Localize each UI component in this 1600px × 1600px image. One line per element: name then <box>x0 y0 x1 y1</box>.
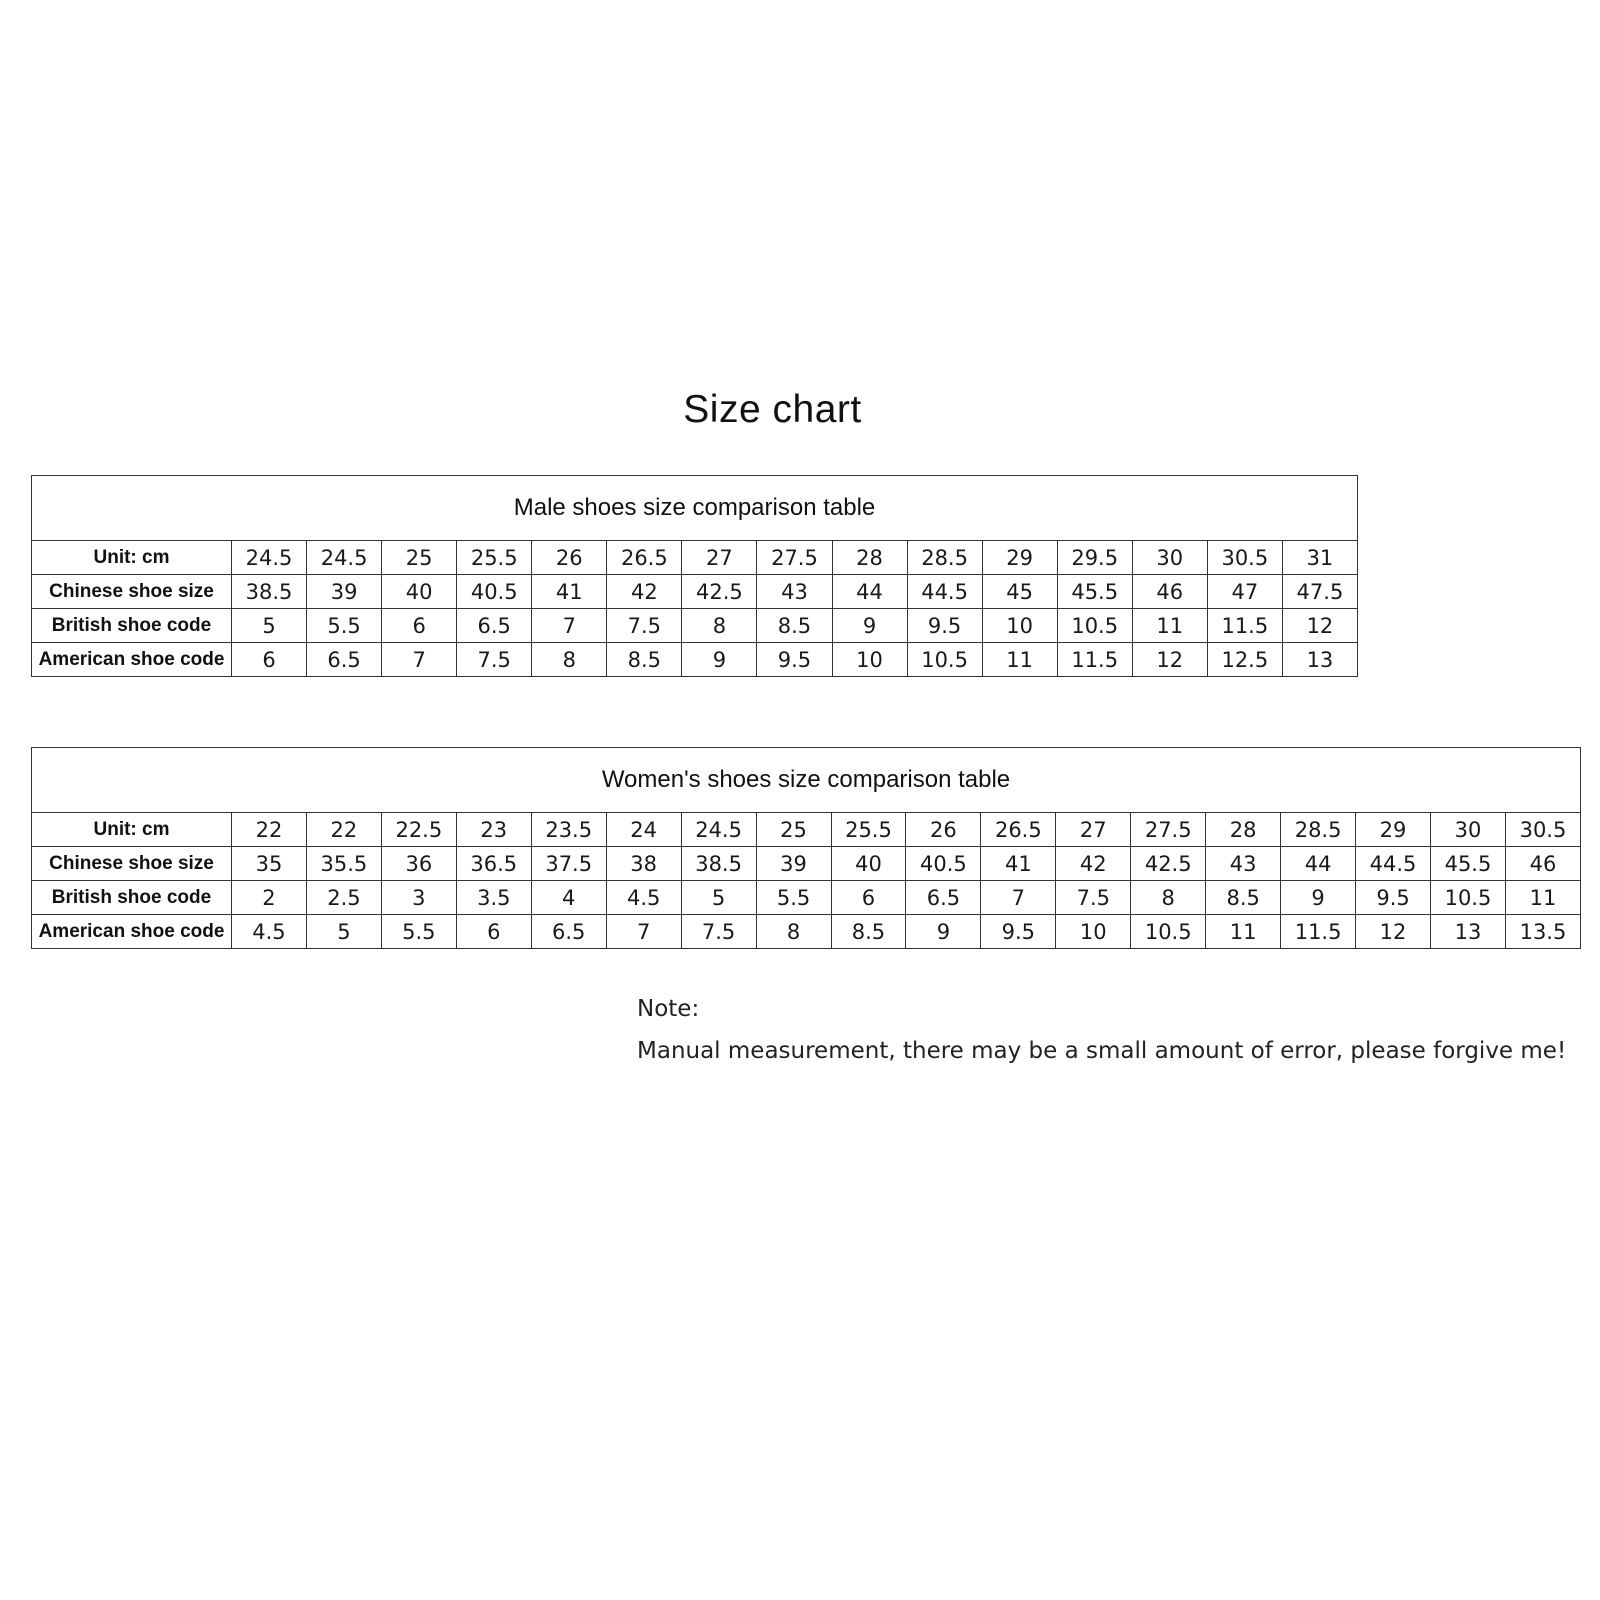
table-cell: 8 <box>532 643 607 677</box>
table-cell: 45.5 <box>1431 847 1506 881</box>
table-cell: 41 <box>532 575 607 609</box>
table-cell: 24.5 <box>307 541 382 575</box>
table-cell: 23 <box>456 813 531 847</box>
table-cell: 22 <box>232 813 307 847</box>
table-cell: 10 <box>982 609 1057 643</box>
table-cell: 28 <box>832 541 907 575</box>
row-label: Unit: cm <box>32 813 232 847</box>
page-title: Size chart <box>683 388 862 431</box>
table-cell: 30 <box>1132 541 1207 575</box>
table-cell: 5 <box>681 881 756 915</box>
table-cell: 46 <box>1505 847 1580 881</box>
table-cell: 24 <box>606 813 681 847</box>
table-cell: 29.5 <box>1057 541 1132 575</box>
table-cell: 25 <box>756 813 831 847</box>
table-cell: 7 <box>981 881 1056 915</box>
table-cell: 10.5 <box>1131 915 1206 949</box>
table-cell: 9 <box>1281 881 1356 915</box>
table-cell: 8.5 <box>607 643 682 677</box>
female-size-table <box>31 747 1581 949</box>
table-cell: 7.5 <box>681 915 756 949</box>
male-size-table <box>31 475 1358 677</box>
table-cell: 25 <box>382 541 457 575</box>
table-cell: 7.5 <box>607 609 682 643</box>
table-cell: 44 <box>1281 847 1356 881</box>
table-cell: 6.5 <box>307 643 382 677</box>
table-cell: 24.5 <box>681 813 756 847</box>
table-cell: 9 <box>906 915 981 949</box>
table-cell: 5.5 <box>307 609 382 643</box>
table-row <box>32 847 1581 881</box>
table-cell: 43 <box>757 575 832 609</box>
table-cell: 42.5 <box>1131 847 1206 881</box>
table-cell: 42 <box>1056 847 1131 881</box>
table-cell: 25.5 <box>457 541 532 575</box>
table-cell: 13.5 <box>1505 915 1580 949</box>
table-cell: 41 <box>981 847 1056 881</box>
table-cell: 8.5 <box>831 915 906 949</box>
note-title: Note: <box>637 996 700 1022</box>
table-cell: 28 <box>1206 813 1281 847</box>
table-cell: 26 <box>906 813 981 847</box>
table-cell: 44.5 <box>907 575 982 609</box>
table-caption-row <box>32 748 1581 813</box>
table-row <box>32 915 1581 949</box>
table-cell: 13 <box>1431 915 1506 949</box>
table-cell: 9.5 <box>757 643 832 677</box>
table-cell: 4.5 <box>606 881 681 915</box>
table-cell: 35.5 <box>306 847 381 881</box>
table-cell: 12 <box>1132 643 1207 677</box>
table-cell: 39 <box>756 847 831 881</box>
row-label: British shoe code <box>32 881 232 915</box>
table-cell: 8 <box>682 609 757 643</box>
table-cell: 10.5 <box>1431 881 1506 915</box>
table-cell: 26.5 <box>981 813 1056 847</box>
table-cell: 9 <box>682 643 757 677</box>
table-cell: 30.5 <box>1505 813 1580 847</box>
table-row <box>32 881 1581 915</box>
table-cell: 11 <box>1206 915 1281 949</box>
table-cell: 7.5 <box>457 643 532 677</box>
table-cell: 10 <box>832 643 907 677</box>
table-cell: 11 <box>1505 881 1580 915</box>
table-cell: 6 <box>232 643 307 677</box>
row-label: Unit: cm <box>32 541 232 575</box>
table-cell: 4.5 <box>232 915 307 949</box>
row-label: British shoe code <box>32 609 232 643</box>
table-caption-row <box>32 476 1358 541</box>
table-cell: 27 <box>1056 813 1131 847</box>
table-caption: Women's shoes size comparison table <box>32 748 1581 813</box>
table-cell: 45 <box>982 575 1057 609</box>
row-label: Chinese shoe size <box>32 847 232 881</box>
table-cell: 25.5 <box>831 813 906 847</box>
table-cell: 12 <box>1282 609 1357 643</box>
table-caption: Male shoes size comparison table <box>32 476 1358 541</box>
table-cell: 44.5 <box>1356 847 1431 881</box>
table-row <box>32 643 1358 677</box>
table-cell: 9.5 <box>1356 881 1431 915</box>
table-cell: 10.5 <box>1057 609 1132 643</box>
table-cell: 28.5 <box>1281 813 1356 847</box>
row-label: American shoe code <box>32 643 232 677</box>
row-label: American shoe code <box>32 915 232 949</box>
table-cell: 36 <box>381 847 456 881</box>
table-cell: 7 <box>532 609 607 643</box>
table-cell: 11.5 <box>1207 609 1282 643</box>
table-cell: 42.5 <box>682 575 757 609</box>
table-cell: 6.5 <box>457 609 532 643</box>
table-cell: 43 <box>1206 847 1281 881</box>
table-cell: 2 <box>232 881 307 915</box>
table-cell: 7.5 <box>1056 881 1131 915</box>
table-cell: 30.5 <box>1207 541 1282 575</box>
table-cell: 47 <box>1207 575 1282 609</box>
table-cell: 3.5 <box>456 881 531 915</box>
table-cell: 7 <box>382 643 457 677</box>
table-cell: 9.5 <box>981 915 1056 949</box>
table-cell: 3 <box>381 881 456 915</box>
table-cell: 8 <box>1131 881 1206 915</box>
table-cell: 27.5 <box>1131 813 1206 847</box>
table-cell: 40 <box>382 575 457 609</box>
table-cell: 9.5 <box>907 609 982 643</box>
table-cell: 2.5 <box>306 881 381 915</box>
table-cell: 12 <box>1356 915 1431 949</box>
table-cell: 35 <box>232 847 307 881</box>
note-text: Manual measurement, there may be a small amount of error, please forgive me! <box>637 1038 1567 1064</box>
table-row <box>32 575 1358 609</box>
table-cell: 27.5 <box>757 541 832 575</box>
table-cell: 10 <box>1056 915 1131 949</box>
table-cell: 6 <box>831 881 906 915</box>
table-cell: 29 <box>1356 813 1431 847</box>
table-cell: 36.5 <box>456 847 531 881</box>
table-cell: 6.5 <box>906 881 981 915</box>
table-cell: 13 <box>1282 643 1357 677</box>
table-cell: 8.5 <box>1206 881 1281 915</box>
table-cell: 28.5 <box>907 541 982 575</box>
table-cell: 8.5 <box>757 609 832 643</box>
table-cell: 37.5 <box>531 847 606 881</box>
table-cell: 26.5 <box>607 541 682 575</box>
row-label: Chinese shoe size <box>32 575 232 609</box>
table-cell: 6 <box>456 915 531 949</box>
table-cell: 9 <box>832 609 907 643</box>
table-cell: 40.5 <box>906 847 981 881</box>
table-cell: 30 <box>1431 813 1506 847</box>
table-cell: 10.5 <box>907 643 982 677</box>
table-cell: 11.5 <box>1281 915 1356 949</box>
table-cell: 5 <box>232 609 307 643</box>
table-cell: 46 <box>1132 575 1207 609</box>
table-cell: 47.5 <box>1282 575 1357 609</box>
table-cell: 22.5 <box>381 813 456 847</box>
table-cell: 7 <box>606 915 681 949</box>
table-cell: 5.5 <box>756 881 831 915</box>
table-cell: 6.5 <box>531 915 606 949</box>
table-cell: 38.5 <box>681 847 756 881</box>
table-cell: 11.5 <box>1057 643 1132 677</box>
table-cell: 11 <box>1132 609 1207 643</box>
table-cell: 11 <box>982 643 1057 677</box>
table-cell: 44 <box>832 575 907 609</box>
table-row <box>32 541 1358 575</box>
table-cell: 5 <box>306 915 381 949</box>
table-cell: 40 <box>831 847 906 881</box>
table-row <box>32 813 1581 847</box>
table-cell: 42 <box>607 575 682 609</box>
table-cell: 27 <box>682 541 757 575</box>
table-cell: 4 <box>531 881 606 915</box>
table-cell: 8 <box>756 915 831 949</box>
table-cell: 45.5 <box>1057 575 1132 609</box>
table-cell: 22 <box>306 813 381 847</box>
table-cell: 12.5 <box>1207 643 1282 677</box>
table-cell: 40.5 <box>457 575 532 609</box>
table-cell: 29 <box>982 541 1057 575</box>
table-cell: 6 <box>382 609 457 643</box>
table-cell: 26 <box>532 541 607 575</box>
table-cell: 24.5 <box>232 541 307 575</box>
table-cell: 39 <box>307 575 382 609</box>
table-cell: 38 <box>606 847 681 881</box>
table-cell: 23.5 <box>531 813 606 847</box>
table-cell: 38.5 <box>232 575 307 609</box>
table-cell: 31 <box>1282 541 1357 575</box>
table-row <box>32 609 1358 643</box>
table-cell: 5.5 <box>381 915 456 949</box>
